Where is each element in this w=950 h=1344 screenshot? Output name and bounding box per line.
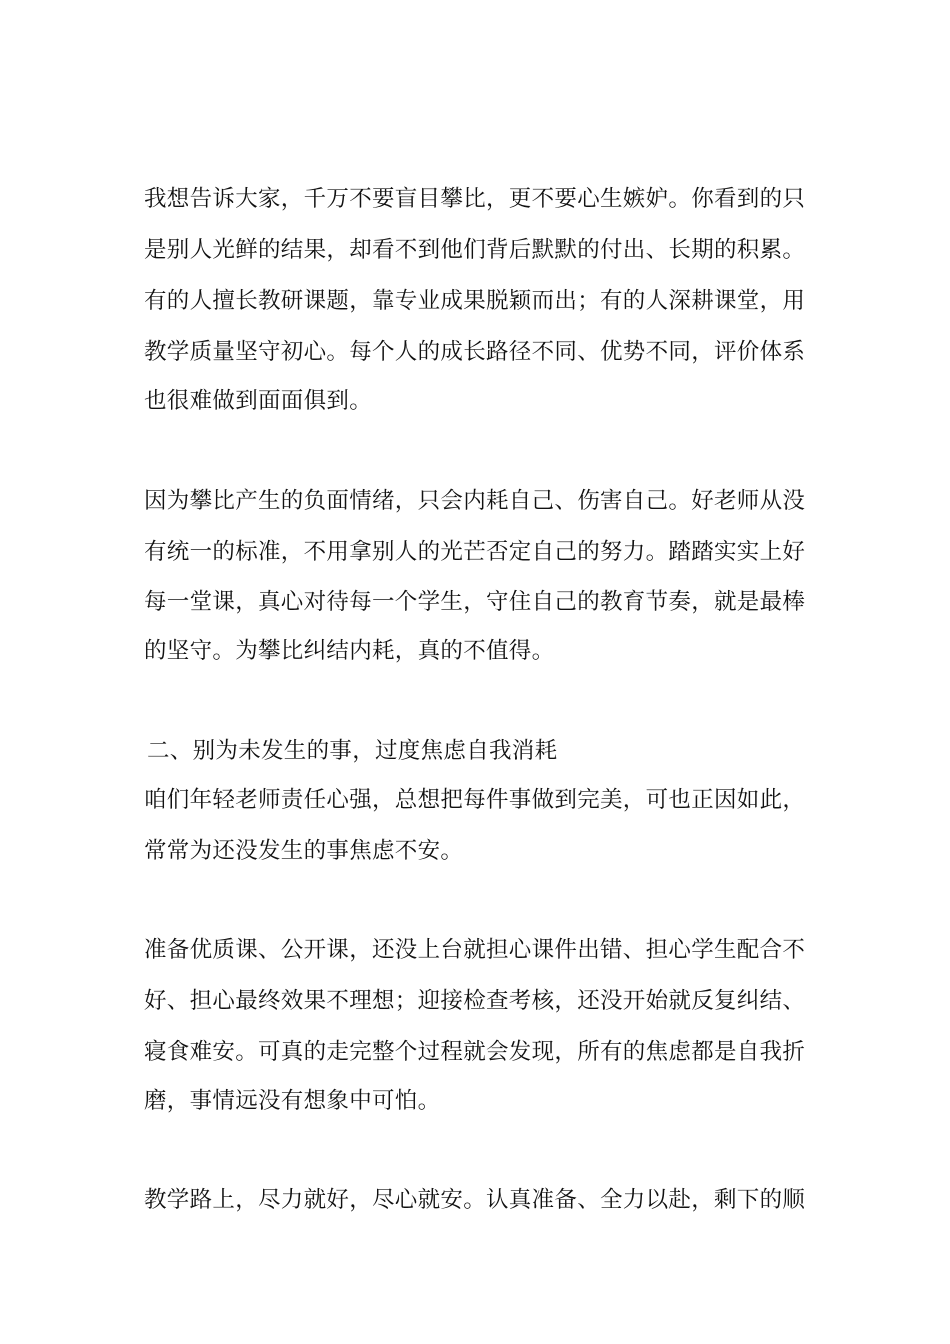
paragraph-2-line-1: 因为攀比产生的负面情绪，只会内耗自己、伤害自己。好老师从没	[144, 488, 806, 514]
section-heading: 二、别为未发生的事，过度焦虑自我消耗	[147, 738, 558, 764]
paragraph-3-line-2: 常常为还没发生的事焦虑不安。	[144, 838, 464, 864]
paragraph-4-line-2: 好、担心最终效果不理想；迎接检查考核，还没开始就反复纠结、	[144, 988, 806, 1014]
paragraph-1-line-5: 也很难做到面面俱到。	[144, 388, 373, 414]
paragraph-1-line-2: 是别人光鲜的结果，却看不到他们背后默默的付出、长期的积累。	[144, 237, 806, 263]
paragraph-1-line-4: 教学质量坚守初心。每个人的成长路径不同、优势不同，评价体系	[144, 339, 806, 365]
paragraph-3-line-1: 咱们年轻老师责任心强，总想把每件事做到完美，可也正因如此，	[144, 787, 806, 813]
paragraph-5-line-1: 教学路上，尽力就好，尽心就安。认真准备、全力以赴，剩下的顺	[144, 1187, 806, 1213]
paragraph-2-line-3: 每一堂课，真心对待每一个学生，守住自己的教育节奏，就是最棒	[144, 589, 806, 615]
paragraph-4-line-4: 磨，事情远没有想象中可怕。	[144, 1088, 441, 1114]
paragraph-2-line-4: 的坚守。为攀比纠结内耗，真的不值得。	[144, 638, 555, 664]
paragraph-1-line-3: 有的人擅长教研课题，靠专业成果脱颖而出；有的人深耕课堂，用	[144, 288, 806, 314]
paragraph-4-line-1: 准备优质课、公开课，还没上台就担心课件出错、担心学生配合不	[144, 937, 806, 963]
paragraph-2-line-2: 有统一的标准，不用拿别人的光芒否定自己的努力。踏踏实实上好	[144, 539, 806, 565]
paragraph-1-line-1: 我想告诉大家，千万不要盲目攀比，更不要心生嫉妒。你看到的只	[144, 186, 806, 212]
paragraph-4-line-3: 寝食难安。可真的走完整个过程就会发现，所有的焦虑都是自我折	[144, 1039, 806, 1065]
